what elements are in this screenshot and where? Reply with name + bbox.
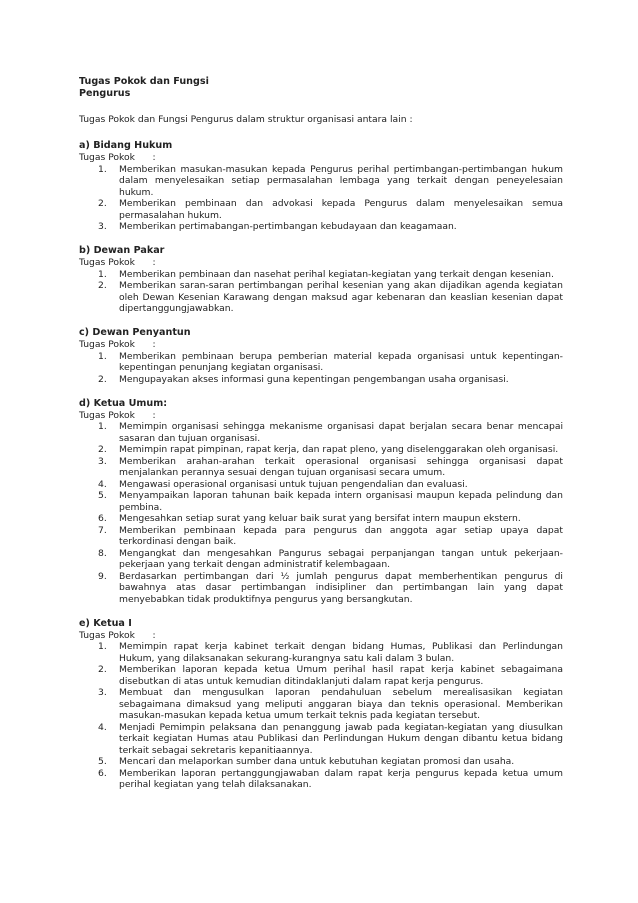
item-text: Berdasarkan pertimbangan dari ½ jumlah pengurus dapat memberhentikan pengurus di bawahnya atas dasar pertimbangan indisipliner dan pertimbangan lain yang dapat menyebabkan tidak produktifnya pengurus yang bersangkutan.: [119, 570, 563, 605]
title-line-2: Pengurus: [79, 88, 131, 99]
tugas-pokok-label: Tugas Pokok :: [79, 409, 156, 421]
list-item: [79, 687, 563, 722]
item-number: 9.: [98, 570, 107, 582]
item-text: Menjadi Pemimpin pelaksana dan penanggung jawab pada kegiatan-kegiatan yang diusulkan terkait kegiatan Humas atau Publikasi dan Perlindungan Hukum dengan dibantu ketua bidang terkait sebagai sekretaris kepanitiaannya.: [119, 721, 563, 756]
item-number: 2.: [98, 444, 107, 455]
intro-paragraph: Tugas Pokok dan Fungsi Pengurus dalam struktur organisasi antara lain :: [79, 114, 413, 125]
item-number: 6.: [98, 767, 107, 779]
list-item: [79, 164, 563, 199]
tugas-pokok-label: Tugas Pokok :: [79, 257, 156, 268]
item-number: 1.: [98, 421, 107, 432]
list-item: [79, 525, 563, 548]
tugas-pokok-label: Tugas Pokok :: [79, 339, 156, 350]
section-heading: d) Ketua Umum:: [79, 397, 168, 409]
list-item: [79, 351, 563, 374]
item-list: [79, 269, 563, 315]
tugas-pokok-label: Tugas Pokok :: [79, 152, 156, 163]
list-item: [79, 571, 563, 606]
item-number: 2.: [98, 198, 107, 209]
list-item: [79, 756, 563, 768]
item-text: Memberikan pembinaan berupa pemberian material kepada organisasi untuk kepentingan-kepentingan penunjang kegiatan organisasi.: [119, 350, 563, 373]
item-text: Mengesahkan setiap surat yang keluar baik surat yang bersifat intern maupun ekstern.: [119, 513, 521, 524]
document-title: [79, 76, 563, 100]
item-text: Menyampaikan laporan tahunan baik kepada intern organisasi maupun kepada pelindung dan pembina.: [119, 490, 563, 513]
list-item: [79, 479, 563, 491]
item-number: 3.: [98, 455, 107, 467]
list-item: [79, 513, 563, 525]
document-page: [79, 76, 563, 803]
list-item: [79, 444, 563, 456]
list-item: [79, 280, 563, 315]
item-text: Mengangkat dan mengesahkan Pangurus sebagai perpanjangan tangan untuk pekerjaan-pekerjaan yang terkait dengan administratif kelembagaan.: [119, 547, 563, 570]
list-item: [79, 269, 563, 281]
item-text: Memberikan laporan pertanggungjawaban dalam rapat kerja pengurus kepada ketua umum perihal kegiatan yang telah dilaksanakan.: [119, 767, 563, 790]
sections-container: [79, 140, 563, 791]
section: [79, 140, 563, 233]
item-number: 4.: [98, 721, 107, 733]
item-number: 8.: [98, 547, 107, 559]
section: [79, 245, 563, 315]
item-list: [79, 421, 563, 605]
item-list: [79, 641, 563, 791]
list-item: [79, 221, 563, 233]
list-item: [79, 664, 563, 687]
item-text: Memberikan pembinaan kepada para pengurus dan anggota agar setiap upaya dapat terkordinasi dengan baik.: [119, 524, 563, 547]
item-number: 1.: [98, 268, 107, 280]
list-item: [79, 548, 563, 571]
item-text: Memberikan arahan-arahan terkait operasional organisasi sehingga organisasi dapat menjalankan perannya sesuai dengan tujuan organisasi secara umum.: [119, 455, 563, 478]
item-number: 2.: [98, 280, 107, 291]
item-list: [79, 351, 563, 386]
item-text: Memimpin rapat kerja kabinet terkait dengan bidang Humas, Publikasi dan Perlindungan Hukum, yang dilaksanakan sekurang-kurangnya satu kali dalam 3 bulan.: [119, 641, 563, 664]
tugas-pokok-label: Tugas Pokok :: [79, 629, 156, 641]
item-number: 4.: [98, 478, 107, 490]
section-heading: e) Ketua I: [79, 617, 132, 629]
title-line-1: Tugas Pokok dan Fungsi: [79, 76, 209, 87]
item-list: [79, 164, 563, 233]
item-number: 5.: [98, 490, 107, 501]
section: [79, 618, 563, 791]
item-number: 1.: [98, 350, 107, 362]
item-text: Memberikan pembinaan dan advokasi kepada Pengurus dalam menyelesaikan semua permasalahan hukum.: [119, 198, 563, 221]
list-item: [79, 421, 563, 444]
section: [79, 327, 563, 385]
item-text: Memimpin rapat pimpinan, rapat kerja, dan rapat pleno, yang diselenggarakan oleh organisasi.: [119, 444, 559, 455]
list-item: [79, 198, 563, 221]
list-item: [79, 768, 563, 791]
item-number: 5.: [98, 756, 107, 767]
item-text: Memberikan masukan-masukan kepada Pengurus perihal pertimbangan-pertimbangan hukum dalam menyelesaikan setiap permasalahan lembaga yang terkait dengan peneyelesaian hukum.: [119, 163, 563, 198]
item-text: Memimpin organisasi sehingga mekanisme organisasi dapat berjalan secara benar mencapai sasaran dan tujuan organisasi.: [119, 421, 563, 444]
item-text: Mengupayakan akses informasi guna kepentingan pengembangan usaha organisasi.: [119, 373, 509, 385]
item-number: 1.: [98, 641, 107, 652]
item-text: Mengawasi operasional organisasi untuk tujuan pengendalian dan evaluasi.: [119, 478, 468, 490]
list-item: [79, 641, 563, 664]
item-text: Memberikan saran-saran pertimbangan perihal kesenian yang akan dijadikan agenda kegiatan oleh Dewan Kesenian Karawang dengan maksud agar kebenaran dan keaslian kesenian dapat dipertanggungjawabkan.: [119, 280, 563, 314]
section-heading: c) Dewan Penyantun: [79, 327, 191, 338]
list-item: [79, 490, 563, 513]
item-number: 2.: [98, 373, 107, 385]
item-number: 7.: [98, 524, 107, 536]
list-item: [79, 722, 563, 757]
section-heading: b) Dewan Pakar: [79, 245, 165, 256]
item-number: 2.: [98, 664, 107, 675]
item-text: Mencari dan melaporkan sumber dana untuk kebutuhan kegiatan promosi dan usaha.: [119, 756, 515, 767]
item-text: Membuat dan mengusulkan laporan pendahuluan sebelum merealisasikan kegiatan sebagaimana dimaksud yang meliputi anggaran biaya dan teknis operasional. Memberikan masukan-masukan kepada ketua umum terkait teknis pada kegiatan tersebut.: [119, 687, 563, 721]
section-heading: a) Bidang Hukum: [79, 140, 173, 151]
item-text: Memberikan laporan kepada ketua Umum perihal hasil rapat kerja kabinet sebagaimana disebutkan di atas untuk kemudian ditindaklanjuti dalam rapat kerja pengurus.: [119, 664, 563, 687]
item-number: 3.: [98, 221, 107, 232]
section: [79, 398, 563, 606]
list-item: [79, 374, 563, 386]
item-text: Memberikan pertimabangan-pertimbangan kebudayaan dan keagamaan.: [119, 221, 457, 232]
item-number: 1.: [98, 163, 107, 175]
item-number: 3.: [98, 687, 107, 698]
list-item: [79, 456, 563, 479]
item-text: Memberikan pembinaan dan nasehat perihal kegiatan-kegiatan yang terkait dengan kesenian.: [119, 268, 554, 280]
item-number: 6.: [98, 513, 107, 524]
